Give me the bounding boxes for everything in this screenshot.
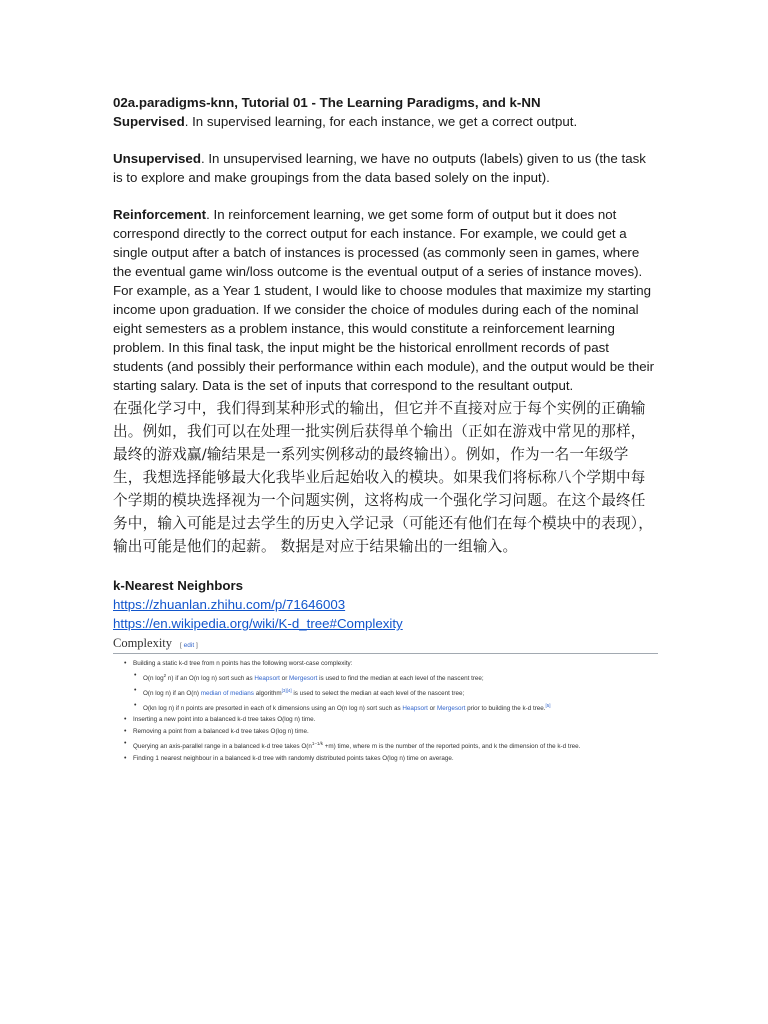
wiki-complexity-list [113,658,658,765]
unsupervised-paragraph [113,149,658,187]
heapsort-link[interactable]: Heapsort [402,704,428,712]
reinforcement-term: Reinforcement [113,207,207,222]
chinese-paragraph: 在强化学习中，我们得到某种形式的输出，但它并不直接对应于每个实例的正确输出。例如，我们可以在处理一批实例后获得单个输出（正如在游戏中常见的那样，最终的游戏赢/输结果是一系列实例移动的最终输出）。例如，作为一名一年级学生，我想选择能够最大化我毕业后起始收入的模块。如果我们将标称八个学期中每个学期的模块选择视为一个问题实例，这将构成一个强化学习问题。在这个最终任务中，输入可能是过去学生的历史入学记录（可能还有他们在每个模块中的表现），输出可能是他们的起薪。 数据是对应于结果输出的一组输入。 [113,400,654,555]
heapsort-link[interactable]: Heapsort [254,674,280,682]
mergesort-link[interactable]: Mergesort [289,674,318,682]
list-item: • Finding 1 nearest neighbour in a balanced k-d tree with randomly distributed points takes O(log n) time on average. [113,753,658,765]
wiki-edit-link[interactable]: [ edit ] [180,642,198,649]
list-item: • Inserting a new point into a balanced k-d tree takes O(log n) time. [113,714,658,726]
citation-link[interactable]: [5] [545,702,551,708]
citation-link[interactable]: [3][4] [281,687,292,693]
knn-heading: k-Nearest Neighbors [113,578,244,593]
reinforcement-paragraph [113,205,658,395]
supervised-text: . In supervised learning, for each instance, we get a correct output. [184,114,578,129]
list-item: • Removing a point from a balanced k-d tree takes O(log n) time. [113,726,658,738]
list-item: • Querying an axis-parallel range in a balanced k-d tree takes $O(n^{1-1/k} +m)$ time, where m is the number of the reported points, and k the dimension of the k-d tree. [113,738,658,753]
wiki-complexity-screenshot [113,636,658,765]
unsupervised-text: . In unsupervised learning, we have no outputs (labels) given to us (the task is to explore and make groupings from the data based solely on the input). [113,151,646,185]
list-item: • O(n $\log^2 n$) if an O(n log n) sort such as Heapsort or Mergesort is used to find the median at each level of the nascent tree; [113,670,658,685]
supervised-term: Supervised [113,114,185,129]
reinforcement-text: . In reinforcement learning, we get some form of output but it does not correspond directly to the correct output for each instance. For example, we could get a single output after a batch of instances is processed (as commonly seen in games, where the eventual game win/loss outcome is the eventual output of a series of instance moves). For example, as a Year 1 student, I would like to choose modules that maximize my starting income upon graduation. If we consider the choice of modules during each of the nominal eight semesters as a problem instance, this would constitute a reinforcement learning problem. In this final task, the input might be the historical enrollment records of past students (and possibly their performance within each module), and the output would be their starting salary. Data is the set of inputs that correspond to the resultant output. [113,207,655,393]
supervised-paragraph [113,112,658,131]
mergesort-link[interactable]: Mergesort [437,704,466,712]
unsupervised-term: Unsupervised [113,151,201,166]
document-title: 02a.paradigms-knn, Tutorial 01 - The Learning Paradigms, and k-NN [113,95,541,110]
document-page [113,93,658,765]
zhihu-link[interactable]: https://zhuanlan.zhihu.com/p/71646003 [113,597,346,612]
list-item: • Building a static k-d tree from n points has the following worst-case complexity: [113,658,658,670]
wiki-section-title: Complexity [113,636,173,650]
list-item: • O(n log n) if an O(n) median of medians algorithm[3][4] is used to select the median at each level of the nascent tree; [113,685,658,700]
wiki-section-header [113,636,658,654]
wikipedia-link[interactable]: https://en.wikipedia.org/wiki/K-d_tree#Complexity [113,616,403,631]
list-item: • O(kn log n) if n points are presorted in each of k dimensions using an O(n log n) sort such as Heapsort or Mergesort prior to building the k-d tree.[5] [113,700,658,715]
median-of-medians-link[interactable]: median of medians [200,689,254,697]
